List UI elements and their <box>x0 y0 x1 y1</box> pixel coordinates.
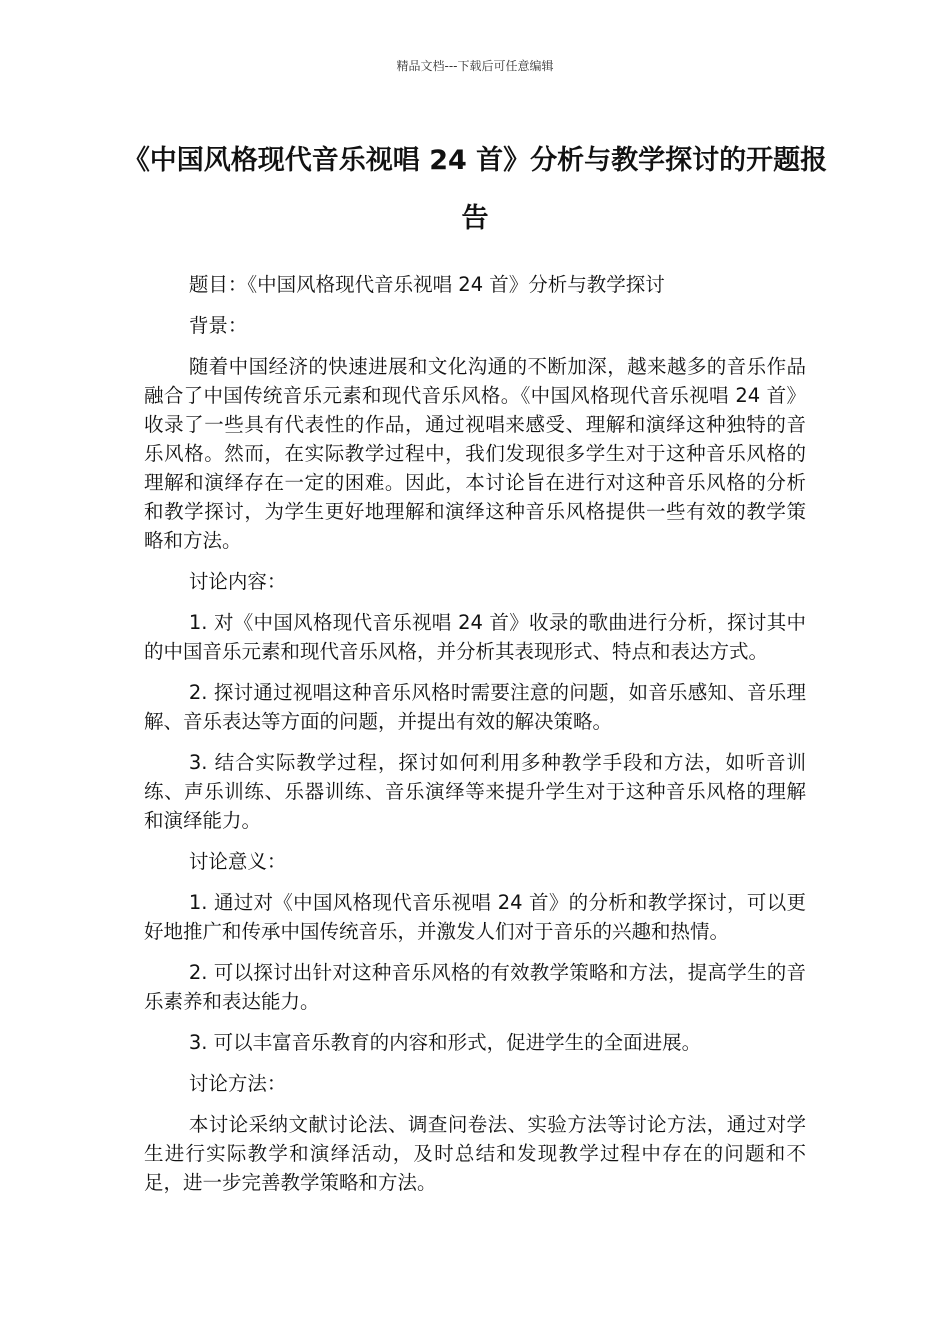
heading-significance: 讨论意义： <box>188 850 287 873</box>
paragraph-topic: 题目：《中国风格现代音乐视唱 24 首》分析与教学探讨 <box>188 273 665 296</box>
heading-background: 背景： <box>188 314 248 337</box>
paragraph-significance-1: 1. 通过对《中国风格现代音乐视唱 24 首》的分析和教学探讨，可以更好地推广和传承中国传统音乐，并激发人们对于音乐的兴趣和热情。 <box>144 891 806 943</box>
paragraph-significance-2: 2. 可以探讨出针对这种音乐风格的有效教学策略和方法，提高学生的音乐素养和表达能力。 <box>144 961 806 1013</box>
document-body <box>144 270 806 1209</box>
page-header-note: 精品文档---下载后可任意编辑 <box>396 59 554 73</box>
paragraph-content-2: 2. 探讨通过视唱这种音乐风格时需要注意的问题，如音乐感知、音乐理解、音乐表达等方面的问题，并提出有效的解决策略。 <box>144 681 806 733</box>
paragraph-content-3: 3. 结合实际教学过程，探讨如何利用多种教学手段和方法，如听音训练、声乐训练、乐器训练、音乐演绎等来提升学生对于这种音乐风格的理解和演绎能力。 <box>144 751 806 832</box>
heading-method: 讨论方法： <box>188 1072 287 1095</box>
paragraph-background: 随着中国经济的快速进展和文化沟通的不断加深，越来越多的音乐作品融合了中国传统音乐元素和现代音乐风格。《中国风格现代音乐视唱 24 首》收录了一些具有代表性的作品，通过视唱来感受、理解和演绎这种独特的音乐风格。然而，在实际教学过程中，我们发现很多学生对于这种音乐风格的理解和演绎存在一定的困难。因此，本讨论旨在进行对这种音乐风格的分析和教学探讨，为学生更好地理解和演绎这种音乐风格提供一些有效的教学策略和方法。 <box>144 355 806 552</box>
document-title: 《中国风格现代音乐视唱 24 首》分析与教学探讨的开题报告 <box>122 145 828 234</box>
paragraph-method: 本讨论采纳文献讨论法、调查问卷法、实验方法等讨论方法，通过对学生进行实际教学和演绎活动，及时总结和发现教学过程中存在的问题和不足，进一步完善教学策略和方法。 <box>144 1113 806 1194</box>
paragraph-content-1: 1. 对《中国风格现代音乐视唱 24 首》收录的歌曲进行分析，探讨其中的中国音乐元素和现代音乐风格，并分析其表现形式、特点和表达方式。 <box>144 611 806 663</box>
heading-content: 讨论内容： <box>188 570 287 593</box>
paragraph-significance-3: 3. 可以丰富音乐教育的内容和形式，促进学生的全面进展。 <box>188 1031 702 1054</box>
